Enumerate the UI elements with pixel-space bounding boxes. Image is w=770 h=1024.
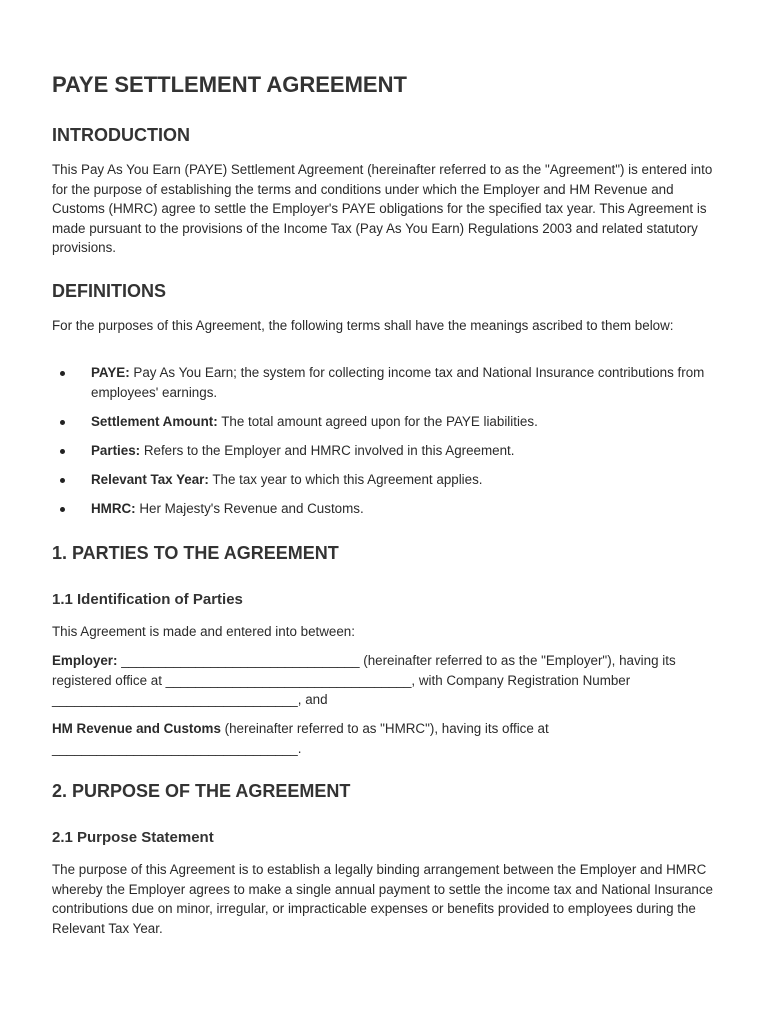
definitions-heading: DEFINITIONS xyxy=(52,281,167,301)
section-1-1-heading: 1.1 Identification of Parties xyxy=(52,591,243,608)
definition-term: Settlement Amount: xyxy=(91,413,218,429)
employer-label: Employer: xyxy=(52,653,118,668)
bullet-icon xyxy=(60,478,65,483)
employer-text: ________________________________ (hereinafter referred to as the "Employer"), having its registered office at _________________________________, with Company Registration Number _________________________________, and xyxy=(52,653,676,707)
definitions-list xyxy=(52,363,724,528)
definition-term: Relevant Tax Year: xyxy=(91,471,209,487)
employer-paragraph xyxy=(52,651,724,710)
section-1-intro: This Agreement is made and entered into between: xyxy=(52,624,355,639)
introduction-heading: INTRODUCTION xyxy=(52,125,190,145)
definition-text: Pay As You Earn; the system for collecting income tax and National Insurance contributions from employees' earnings. xyxy=(91,365,705,400)
introduction-text: This Pay As You Earn (PAYE) Settlement Agreement (hereinafter referred to as the "Agreement") is entered into for the purpose of establishing the terms and conditions under which the Employer and HM Revenue and Customs (HMRC) agree to settle the Employer's PAYE obligations for the specified tax year. This Agreement is made pursuant to the provisions of the Income Tax (Pay As You Earn) Regulations 2003 and related statutory provisions. xyxy=(52,162,713,255)
hmrc-text: (hereinafter referred to as "HMRC"), having its office at _________________________________. xyxy=(52,721,549,756)
definition-text: The total amount agreed upon for the PAYE liabilities. xyxy=(217,413,538,429)
bullet-icon xyxy=(60,420,65,425)
definition-item-settlement-amount xyxy=(52,412,724,432)
definition-item-relevant-tax-year xyxy=(52,470,724,490)
definition-text: Refers to the Employer and HMRC involved in this Agreement. xyxy=(140,442,515,458)
document-title: PAYE SETTLEMENT AGREEMENT xyxy=(52,72,407,97)
definition-item-parties xyxy=(52,441,724,461)
definition-item-hmrc xyxy=(52,499,724,519)
definition-term: HMRC: xyxy=(91,500,136,516)
definition-text: Her Majesty's Revenue and Customs. xyxy=(135,500,364,516)
section-1-heading: 1. PARTIES TO THE AGREEMENT xyxy=(52,543,339,563)
bullet-icon xyxy=(60,371,65,376)
bullet-icon xyxy=(60,507,65,512)
purpose-text: The purpose of this Agreement is to establish a legally binding arrangement between the Employer and HMRC whereby the Employer agrees to make a single annual payment to settle the income tax and National Insurance contributions due on minor, irregular, or impracticable expenses or benefits provided to employees during the Relevant Tax Year. xyxy=(52,862,713,936)
hmrc-label: HM Revenue and Customs xyxy=(52,721,221,736)
bullet-icon xyxy=(60,449,65,454)
hmrc-paragraph xyxy=(52,719,724,758)
definition-item-paye xyxy=(52,363,724,402)
definition-text: The tax year to which this Agreement applies. xyxy=(208,471,483,487)
definition-term: PAYE: xyxy=(91,365,130,380)
section-2-heading: 2. PURPOSE OF THE AGREEMENT xyxy=(52,781,351,801)
definition-term: Parties: xyxy=(91,442,141,458)
definitions-intro: For the purposes of this Agreement, the following terms shall have the meanings ascribed to them below: xyxy=(52,318,674,333)
section-2-1-heading: 2.1 Purpose Statement xyxy=(52,829,214,846)
